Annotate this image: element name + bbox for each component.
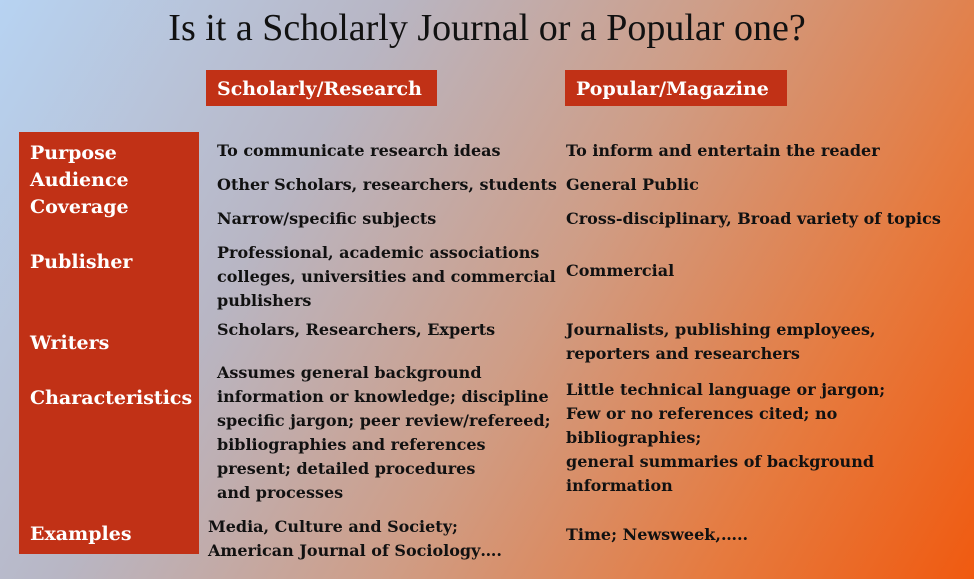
label-characteristics: Characteristics: [30, 387, 193, 409]
cell-characteristics-popular: Little technical language or jargon; Few or no references cited; no bibliographies; general summaries of background information: [566, 380, 886, 495]
cell-characteristics-scholarly: Assumes general background information or knowledge; discipline specific jargon; peer review/refereed; bibliographies and references present; detailed procedures and processes: [217, 363, 551, 502]
cell-coverage-scholarly: Narrow/specific subjects: [217, 209, 437, 228]
label-publisher: Publisher: [30, 251, 133, 273]
label-examples: Examples: [30, 523, 132, 545]
header-scholarly: Scholarly/Research: [206, 70, 437, 106]
label-writers: Writers: [30, 332, 110, 354]
cell-audience-scholarly: Other Scholars, researchers, students: [217, 175, 557, 194]
cell-examples-scholarly: Media, Culture and Society; American Journal of Sociology….: [208, 517, 502, 560]
header-popular: Popular/Magazine: [565, 70, 787, 106]
cell-examples-popular: Time; Newsweek,…..: [566, 525, 749, 544]
slide-title: Is it a Scholarly Journal or a Popular one?: [168, 7, 806, 49]
cell-purpose-scholarly: To communicate research ideas: [217, 141, 501, 160]
cell-purpose-popular: To inform and entertain the reader: [566, 141, 880, 160]
label-purpose: Purpose: [30, 142, 117, 164]
cell-publisher-scholarly: Professional, academic associations colleges, universities and commercial publishers: [217, 243, 556, 310]
cell-writers-popular: Journalists, publishing employees, reporters and researchers: [566, 320, 876, 363]
cell-publisher-popular: Commercial: [566, 261, 675, 280]
cell-audience-popular: General Public: [566, 175, 699, 194]
label-coverage: Coverage: [30, 196, 129, 218]
label-audience: Audience: [30, 169, 129, 191]
cell-writers-scholarly: Scholars, Researchers, Experts: [217, 320, 496, 339]
cell-coverage-popular: Cross-disciplinary, Broad variety of topics: [566, 209, 941, 228]
